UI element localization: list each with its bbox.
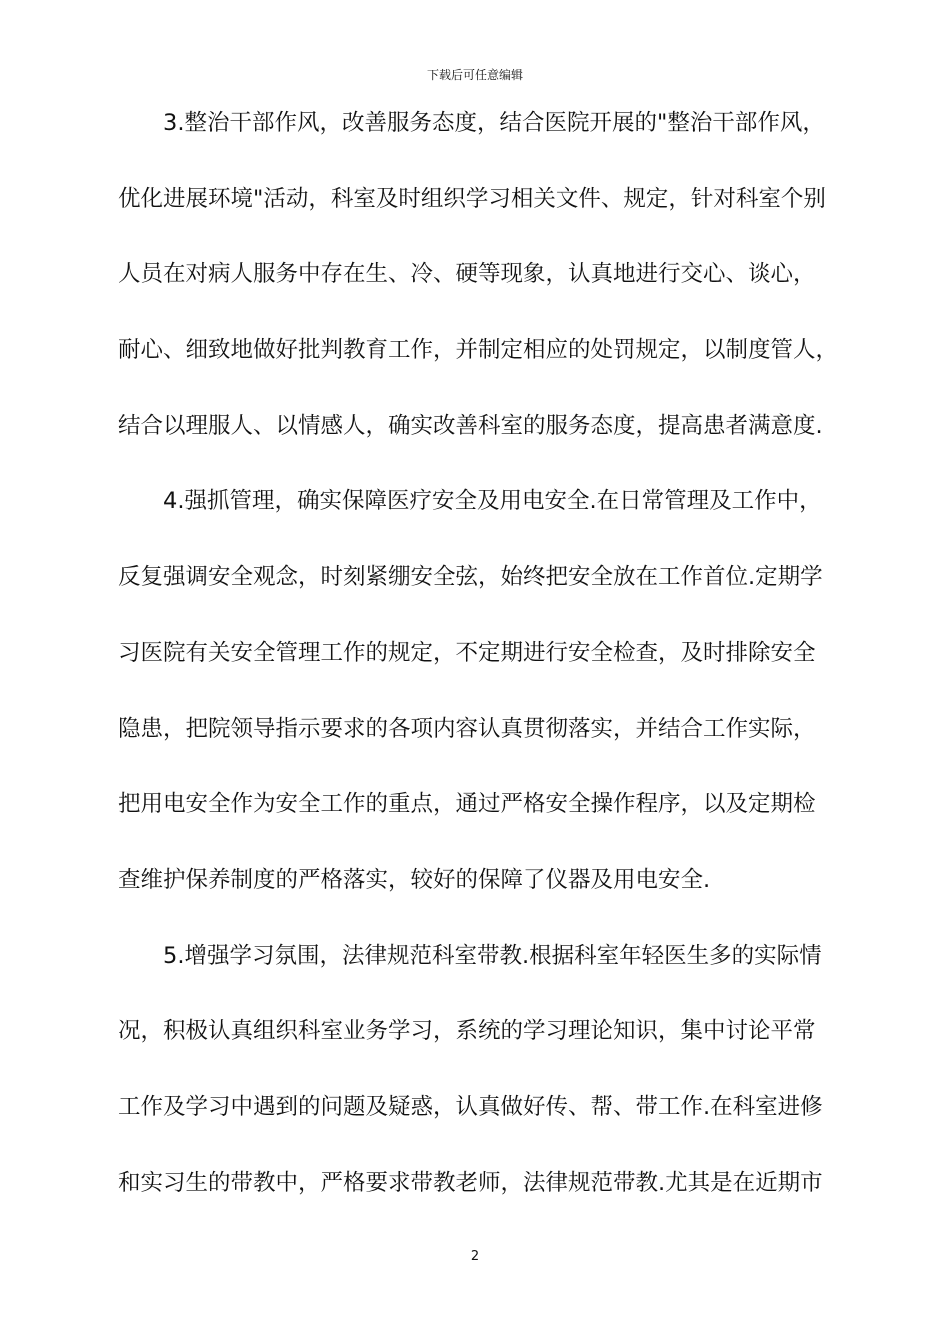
paragraph-4-line-1: 4.强抓管理，确实保障医疗安全及用电安全.在日常管理及工作中， [163, 488, 822, 515]
page-header: 下载后可任意编辑 [426, 68, 523, 82]
paragraph-5-line-3: 工作及学习中遇到的问题及疑惑，认真做好传、帮、带工作.在科室进修 [118, 1093, 823, 1120]
paragraph-4-line-5: 把用电安全作为安全工作的重点，通过严格安全操作程序，以及定期检 [118, 791, 816, 818]
paragraph-4-line-3: 习医院有关安全管理工作的规定，不定期进行安全检查，及时排除安全 [118, 639, 816, 666]
paragraph-3-line-4: 耐心、细致地做好批判教育工作，并制定相应的处罚规定，以制度管人， [118, 337, 838, 364]
paragraph-3-line-3: 人员在对病人服务中存在生、冷、硬等现象，认真地进行交心、谈心， [118, 261, 816, 288]
document-body [118, 100, 838, 1235]
paragraph-4-line-2: 反复强调安全观念，时刻紧绷安全弦，始终把安全放在工作首位.定期学 [118, 564, 823, 591]
paragraph-4-line-6: 查维护保养制度的严格落实，较好的保障了仪器及用电安全. [118, 866, 711, 893]
paragraph-3-line-1: 3.整治干部作风，改善服务态度，结合医院开展的"整治干部作风， [163, 110, 825, 136]
paragraph-5-line-4: 和实习生的带教中，严格要求带教老师，法律规范带教.尤其是在近期市 [118, 1169, 823, 1196]
paragraph-3-line-2: 优化进展环境"活动，科室及时组织学习相关文件、规定，针对科室个别 [118, 185, 826, 212]
paragraph-5-line-1: 5.增强学习氛围，法律规范科室带教.根据科室年轻医生多的实际情 [163, 942, 822, 969]
paragraph-4-line-4: 隐患，把院领导指示要求的各项内容认真贯彻落实，并结合工作实际， [118, 715, 816, 742]
page-number: 2 [470, 1249, 480, 1264]
paragraph-3-line-5: 结合以理服人、以情感人，确实改善科室的服务态度，提高患者满意度. [118, 412, 823, 439]
paragraph-5-line-2: 况，积极认真组织科室业务学习，系统的学习理论知识，集中讨论平常 [118, 1018, 816, 1045]
